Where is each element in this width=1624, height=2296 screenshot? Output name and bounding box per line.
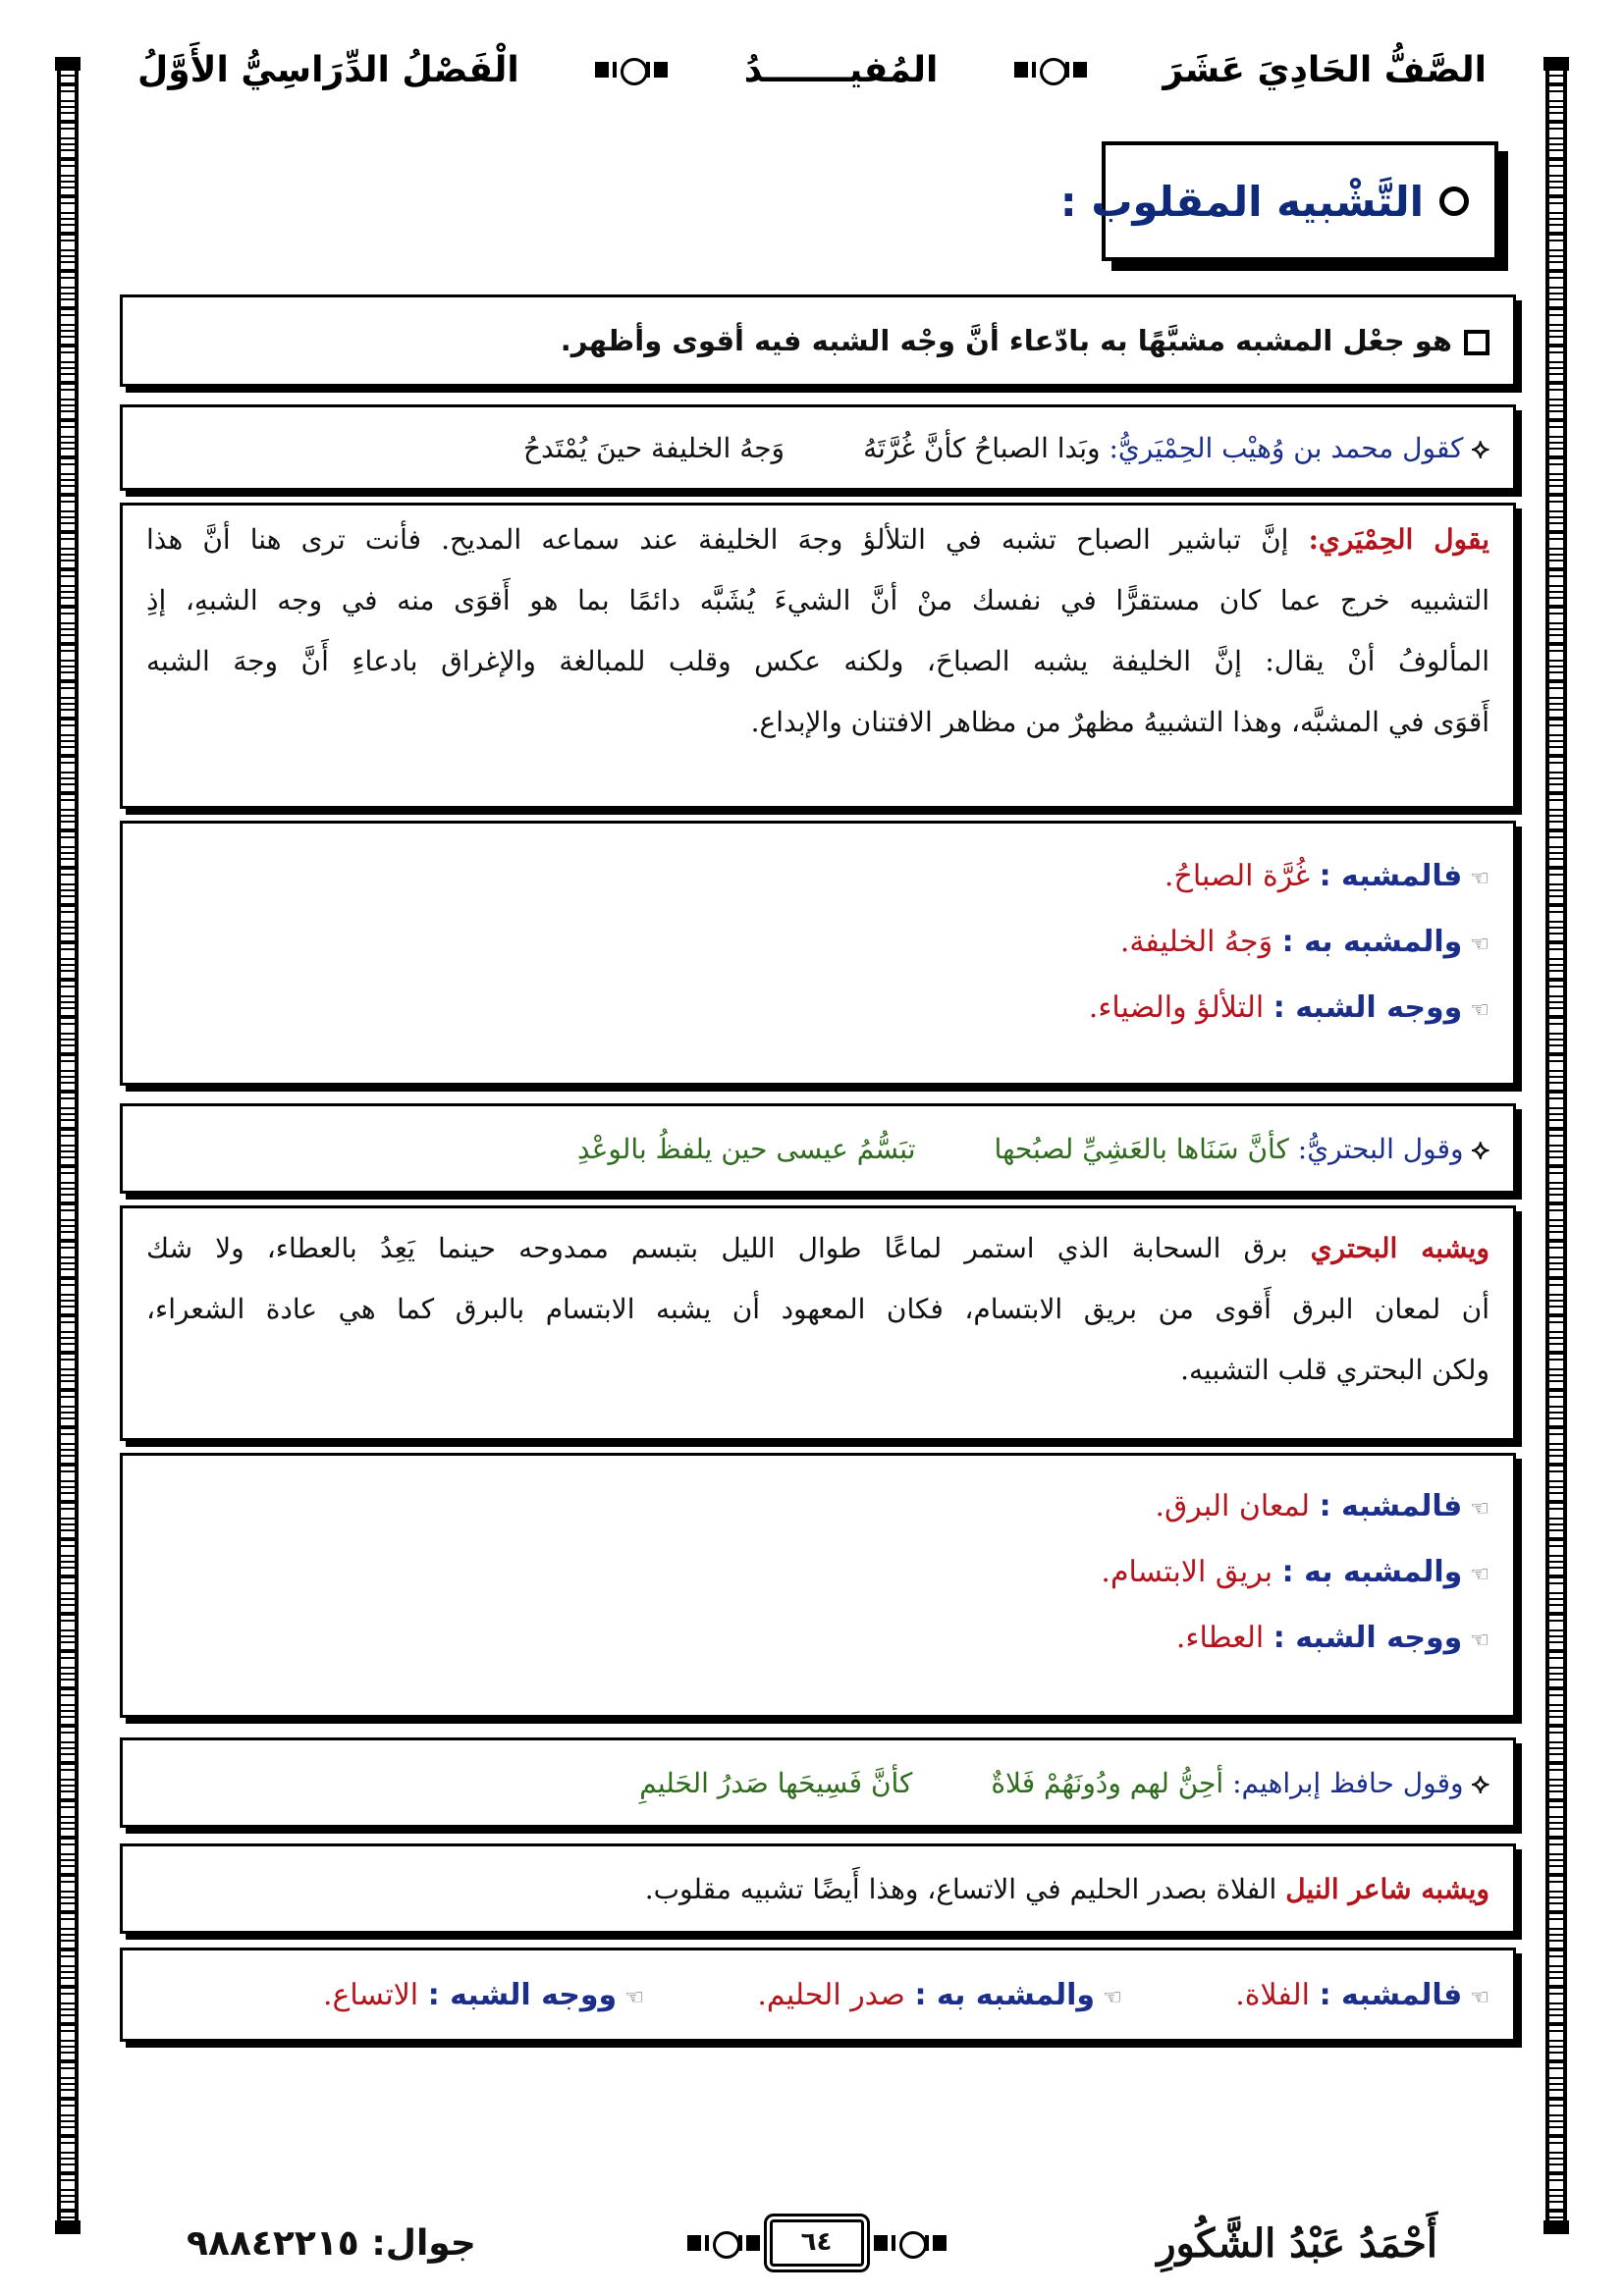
example1-box xyxy=(120,404,1516,491)
corner-ornament xyxy=(55,2220,81,2234)
verse2-first-hemistich: كأنَّ سَنَاها بالعَشِيِّ لصبُحها xyxy=(994,1133,1289,1165)
explanation1-box xyxy=(120,503,1516,809)
example1-intro: كقول محمد بن وُهيْب الحِمْيَريُّ: xyxy=(1109,432,1464,464)
explanation1-line2: التشبيه خرج عما كان مستقرًّا في نفسك منْ أنَّ الشيءَ يُشَبَّه دائمًا بما هو أَقوَى منه في وجه الشبهِ، إذِ xyxy=(146,584,1489,616)
verse3-second-hemistich: كأنَّ فَسِيحَها صَدرُ الحَليمِ xyxy=(639,1767,913,1799)
analysis1-box xyxy=(120,821,1516,1086)
mushabbah-bih-label: والمشبه به : xyxy=(1281,925,1463,959)
corner-ornament xyxy=(1543,2220,1569,2234)
page-number: ٦٤ xyxy=(770,2219,864,2267)
explanation1-line4: أَقوَى في المشبَّه، وهذا التشبيهُ مظهرٌ من مظاهر الافتنان والإبداع. xyxy=(750,706,1489,738)
wajh-value: العطاء. xyxy=(1175,1621,1265,1655)
explanation2-line3: ولكن البحتري قلب التشبيه. xyxy=(1180,1354,1489,1386)
decorative-border-left xyxy=(57,59,79,2233)
explanation2-line1: برق السحابة الذي استمر لماعًا طوال الليل بتبسم ممدوحه حينما يَعِدُ بالعطاء، ولا شك xyxy=(146,1232,1288,1264)
header-ornament-icon xyxy=(595,62,668,78)
example2-intro: وقول البحتريُّ: xyxy=(1297,1133,1464,1165)
flourish-icon: ⟡ xyxy=(1471,1767,1489,1799)
mushabbah-label: فالمشبه : xyxy=(1319,1489,1463,1523)
explanation2-box xyxy=(120,1205,1516,1441)
mushabbah-bih-value: وَجهُ الخليفة. xyxy=(1119,925,1273,959)
pointing-hand-icon: ☜ xyxy=(1470,1497,1489,1522)
author-name: أَحْمَدُ عَبْدُ الشَّكُورِ xyxy=(1157,2219,1437,2267)
mushabbah-bih-value: بريق الابتسام. xyxy=(1101,1555,1273,1589)
verse2-second-hemistich: تبَسُّمُ عيسى حين يلفظُ بالوعْدِ xyxy=(577,1133,916,1165)
mushabbah-bih-label: والمشبه به : xyxy=(1281,1555,1463,1589)
mushabbah-value: لمعان البرق. xyxy=(1155,1489,1311,1523)
wajh-value: الاتساع. xyxy=(323,1978,419,2012)
pointing-hand-icon: ☜ xyxy=(1470,867,1489,891)
verse3-first-hemistich: أحِنُّ لهم ودُونَهُمْ فَلاةٌ xyxy=(991,1767,1224,1799)
header-ornament-icon xyxy=(1014,62,1087,78)
example3-box xyxy=(120,1737,1516,1828)
example2-box xyxy=(120,1103,1516,1194)
book-title: المُفيـــــــدُ xyxy=(743,49,939,90)
pointing-hand-icon: ☜ xyxy=(1470,933,1489,957)
pointing-hand-icon: ☜ xyxy=(1103,1986,1122,2010)
decorative-border-right xyxy=(1545,59,1567,2233)
explanation3-lead: ويشبه شاعر النيل xyxy=(1285,1873,1489,1905)
pointing-hand-icon: ☜ xyxy=(1470,1986,1489,2010)
checkbox-icon xyxy=(1464,330,1489,355)
pointing-hand-icon: ☜ xyxy=(1470,998,1489,1023)
ring-icon xyxy=(1439,187,1469,216)
explanation2-lead: ويشبه البحتري xyxy=(1310,1232,1489,1264)
footer-ornament-icon xyxy=(874,2235,947,2251)
mushabbah-bih-value: صدر الحليم. xyxy=(757,1978,905,2012)
page-footer xyxy=(187,2209,1437,2277)
explanation2-line2: أن لمعان البرق أَقوى من بريق الابتسام، فكان المعهود أن يشبه الابتسام بالبرق كما هي عادة الشعراء، xyxy=(146,1293,1489,1325)
wajh-label: ووجه الشبه : xyxy=(1272,990,1463,1025)
wajh-label: ووجه الشبه : xyxy=(427,1978,618,2012)
mushabbah-value: غُرَّة الصباحُ. xyxy=(1164,859,1311,893)
mushabbah-bih-label: والمشبه به : xyxy=(914,1978,1096,2012)
page-header xyxy=(137,37,1487,102)
definition-text: هو جعْل المشبه مشبَّهًا به بادّعاء أنَّ وجْه الشبه فيه أقوى وأظهر. xyxy=(560,324,1452,357)
explanation1-line3: المألوفُ أنْ يقال: إنَّ الخليفة يشبه الصباحَ، ولكنه عكس وقلب للمبالغة والإغراق بادعاءِ أَنَّ وجهَ الشبه xyxy=(146,645,1489,677)
corner-ornament xyxy=(55,57,81,71)
flourish-icon: ⟡ xyxy=(1471,1133,1489,1165)
semester-label: الْفَصْلُ الدِّرَاسِيُّ الأَوَّلُ xyxy=(137,49,519,90)
mushabbah-label: فالمشبه : xyxy=(1319,1978,1463,2012)
pointing-hand-icon: ☜ xyxy=(1470,1629,1489,1653)
explanation1-lead: يقول الحِمْيَري: xyxy=(1308,523,1489,556)
section-title: التَّشْبيه المقلوب : xyxy=(1059,177,1424,226)
footer-ornament-icon xyxy=(687,2235,760,2251)
wajh-value: التلألؤ والضياء. xyxy=(1088,990,1265,1025)
pointing-hand-icon: ☜ xyxy=(1470,1563,1489,1587)
definition-box xyxy=(120,294,1516,387)
explanation3-box xyxy=(120,1843,1516,1934)
explanation1-line1: إنَّ تباشير الصباح تشبه في التلألؤ وجهَ الخليفة عند سماعه المديح. فأنت ترى هنا أنَّ هذا xyxy=(146,523,1289,556)
pointing-hand-icon: ☜ xyxy=(624,1986,644,2010)
analysis3-box xyxy=(120,1948,1516,2042)
flourish-icon: ⟡ xyxy=(1471,432,1489,464)
mushabbah-label: فالمشبه : xyxy=(1319,859,1463,893)
mushabbah-value: الفلاة. xyxy=(1235,1978,1311,2012)
wajh-label: ووجه الشبه : xyxy=(1272,1621,1463,1655)
verse1-second-hemistich: وَجهُ الخليفة حينَ يُمْتَدحُ xyxy=(522,432,785,464)
phone-number: جوال: ٩٨٨٤٢٢١٥ xyxy=(187,2222,476,2264)
explanation3-text: الفلاة بصدر الحليم في الاتساع، وهذا أَيضًا تشبيه مقلوب. xyxy=(644,1873,1277,1905)
corner-ornament xyxy=(1543,57,1569,71)
analysis2-box xyxy=(120,1453,1516,1718)
class-label: الصَّفُّ الحَادِيَ عَشَرَ xyxy=(1163,49,1487,90)
verse1-first-hemistich: وبَدا الصباحُ كأنَّ غُرَّتَهُ xyxy=(863,432,1101,464)
section-title-box xyxy=(1059,141,1498,261)
example3-intro: وقول حافظ إبراهيم: xyxy=(1232,1767,1464,1799)
